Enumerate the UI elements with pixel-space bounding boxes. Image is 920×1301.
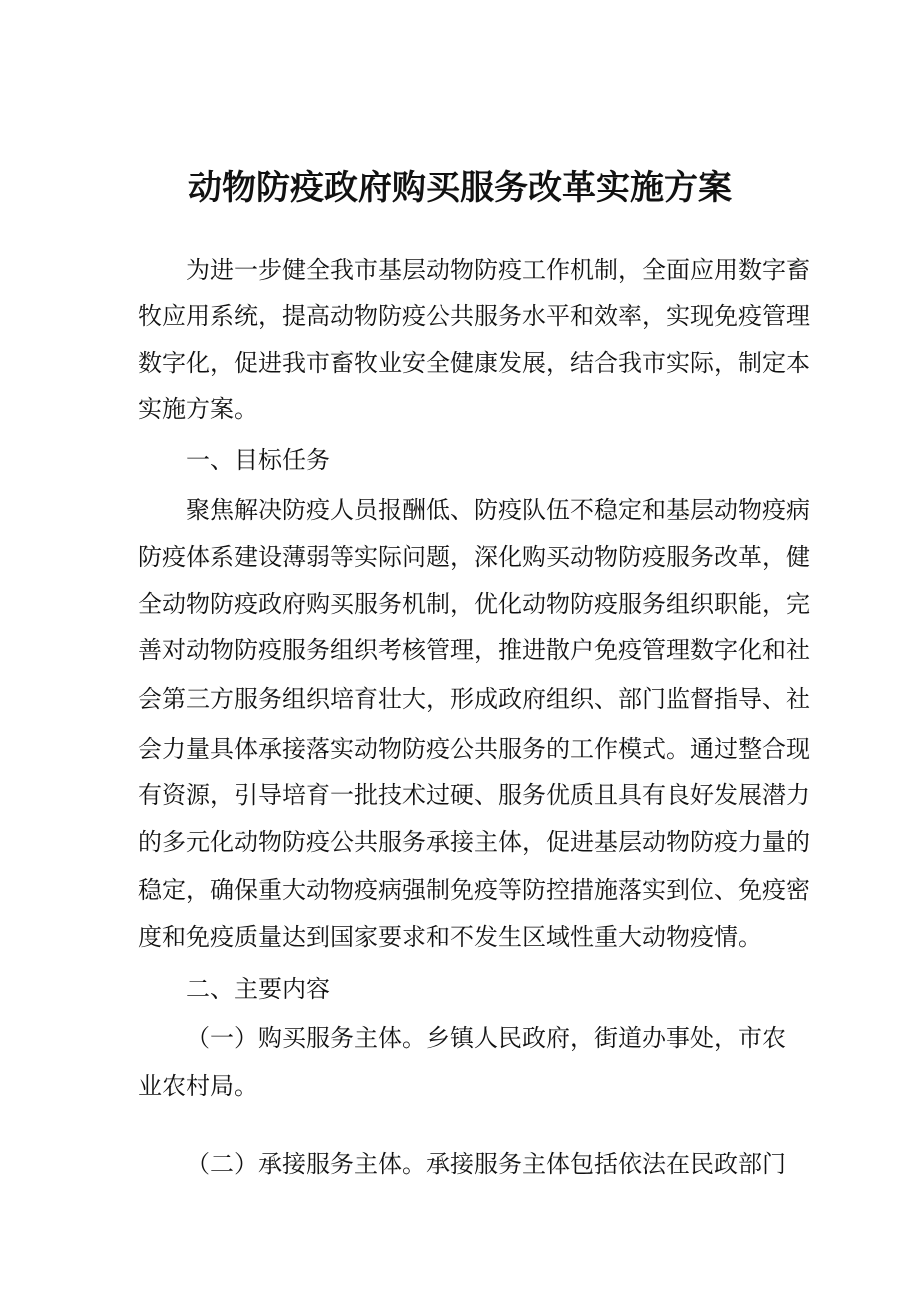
section1-line-2: 防疫体系建设薄弱等实际问题，深化购买动物防疫服务改革，健 — [138, 543, 810, 571]
section1-line-7: 有资源，引导培育一批技术过硬、服务优质且具有良好发展潜力 — [138, 781, 810, 809]
section1-line-5: 会第三方服务组织培育壮大，形成政府组织、部门监督指导、社 — [138, 685, 810, 713]
item1-line-2: 业农村局。 — [138, 1072, 258, 1100]
intro-line-2: 牧应用系统，提高动物防疫公共服务水平和效率，实现免疫管理 — [138, 302, 810, 330]
item2-line-1: （二）承接服务主体。承接服务主体包括依法在民政部门 — [186, 1150, 786, 1178]
intro-line-1: 为进一步健全我市基层动物防疫工作机制，全面应用数字畜 — [186, 256, 810, 284]
section-heading-goals: 一、目标任务 — [186, 446, 330, 474]
section1-line-1: 聚焦解决防疫人员报酬低、防疫队伍不稳定和基层动物疫病 — [186, 496, 810, 524]
section-heading-content: 二、主要内容 — [186, 975, 330, 1003]
section1-line-4: 善对动物防疫服务组织考核管理，推进散户免疫管理数字化和社 — [138, 636, 810, 664]
section1-line-8: 的多元化动物防疫公共服务承接主体，促进基层动物防疫力量的 — [138, 828, 810, 856]
intro-line-3: 数字化，促进我市畜牧业安全健康发展，结合我市实际，制定本 — [138, 349, 810, 377]
section1-line-9: 稳定，确保重大动物疫病强制免疫等防控措施落实到位、免疫密 — [138, 876, 810, 904]
item1-line-1: （一）购买服务主体。乡镇人民政府，街道办事处，市农 — [186, 1024, 786, 1052]
section1-line-3: 全动物防疫政府购买服务机制，优化动物防疫服务组织职能，完 — [138, 590, 810, 618]
section1-line-10: 度和免疫质量达到国家要求和不发生区域性重大动物疫情。 — [138, 923, 762, 951]
intro-line-4: 实施方案。 — [138, 395, 258, 423]
section1-line-6: 会力量具体承接落实动物防疫公共服务的工作模式。通过整合现 — [138, 735, 810, 763]
document-title: 动物防疫政府购买服务改革实施方案 — [188, 168, 732, 208]
